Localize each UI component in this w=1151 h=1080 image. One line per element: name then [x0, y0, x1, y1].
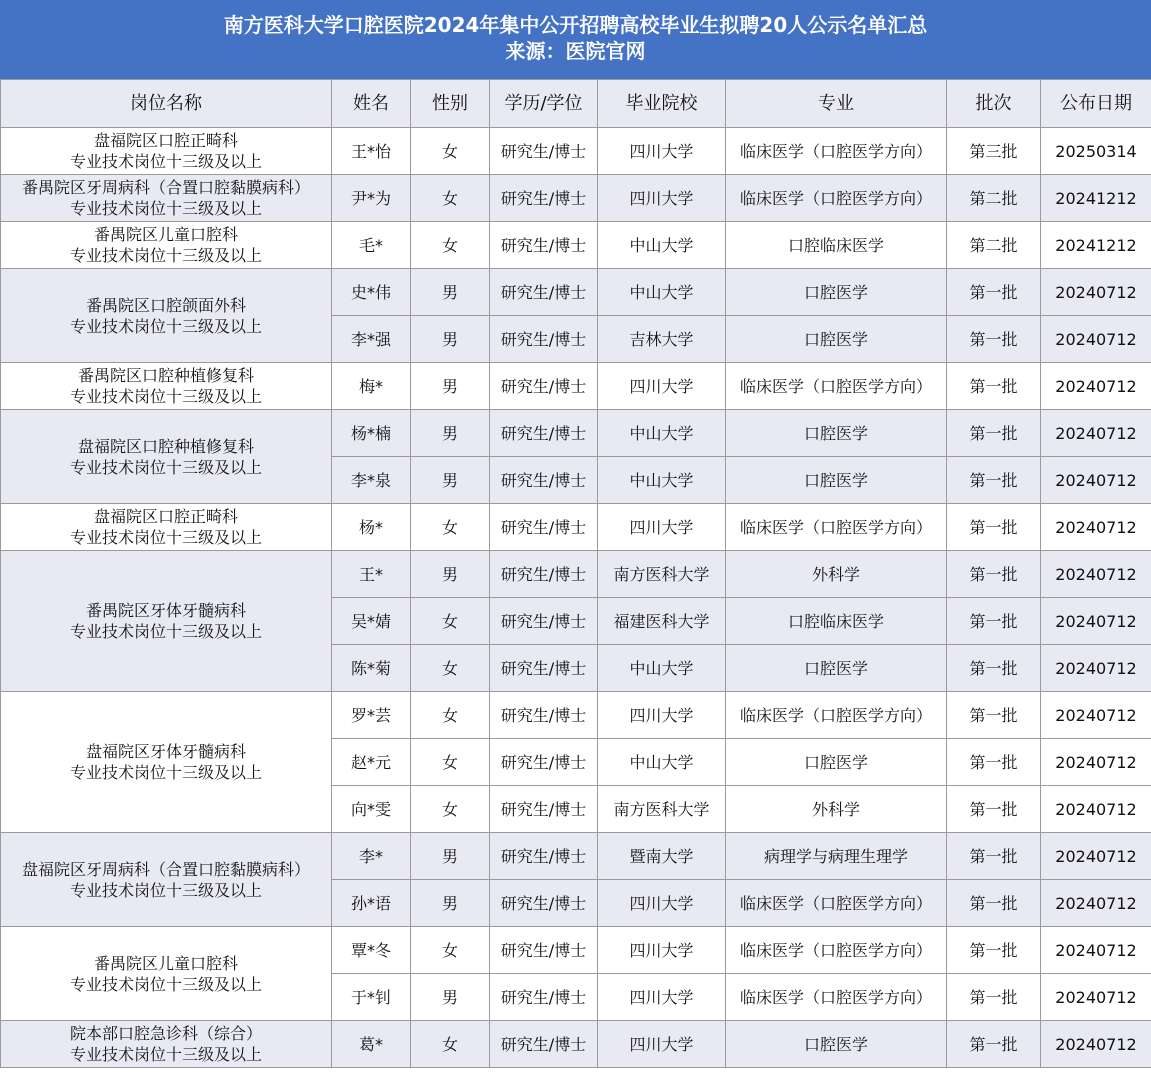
cell-degree: 研究生/博士 [490, 269, 598, 316]
cell-date: 20240712 [1041, 786, 1151, 833]
cell-batch: 第一批 [947, 269, 1041, 316]
cell-gender: 女 [411, 927, 490, 974]
page-title: 南方医科大学口腔医院2024年集中公开招聘高校毕业生拟聘20人公示名单汇总 [223, 13, 928, 37]
cell-batch: 第一批 [947, 645, 1041, 692]
cell-date: 20241212 [1041, 175, 1151, 222]
cell-batch: 第一批 [947, 880, 1041, 927]
position-level: 专业技术岗位十三级及以上 [69, 316, 262, 336]
position-department: 盘福院区口腔种植修复科 [77, 436, 254, 456]
cell-gender: 男 [411, 410, 490, 457]
cell-gender: 女 [411, 128, 490, 175]
title-banner [0, 0, 1151, 79]
cell-batch: 第一批 [947, 927, 1041, 974]
cell-degree: 研究生/博士 [490, 410, 598, 457]
cell-name: 陈*菊 [332, 645, 411, 692]
position-level: 专业技术岗位十三级及以上 [69, 1045, 262, 1064]
cell-degree: 研究生/博士 [490, 927, 598, 974]
cell-date: 20240712 [1041, 880, 1151, 927]
position-level: 专业技术岗位十三级及以上 [69, 528, 262, 547]
cell-name: 葛* [332, 1021, 411, 1068]
position-department: 院本部口腔急诊科（综合） [69, 1024, 262, 1043]
cell-degree: 研究生/博士 [490, 974, 598, 1021]
cell-school: 中山大学 [598, 410, 726, 457]
cell-degree: 研究生/博士 [490, 833, 598, 880]
cell-gender: 男 [411, 974, 490, 1021]
cell-major: 病理学与病理生理学 [726, 833, 947, 880]
cell-degree: 研究生/博士 [490, 363, 598, 410]
cell-name: 梅* [332, 363, 411, 410]
cell-gender: 男 [411, 457, 490, 504]
cell-name: 王*怡 [332, 128, 411, 175]
cell-gender: 男 [411, 269, 490, 316]
cell-major: 临床医学（口腔医学方向） [726, 927, 947, 974]
cell-gender: 男 [411, 880, 490, 927]
cell-major: 口腔临床医学 [726, 598, 947, 645]
table-row [1, 551, 1151, 598]
cell-gender: 女 [411, 739, 490, 786]
cell-batch: 第一批 [947, 739, 1041, 786]
cell-gender: 女 [411, 175, 490, 222]
cell-position [1, 269, 332, 363]
cell-gender: 女 [411, 598, 490, 645]
cell-school: 四川大学 [598, 1021, 726, 1068]
cell-school: 四川大学 [598, 504, 726, 551]
cell-date: 20240712 [1041, 833, 1151, 880]
cell-name: 李*强 [332, 316, 411, 363]
header-position: 岗位名称 [1, 80, 332, 128]
cell-school: 中山大学 [598, 222, 726, 269]
recruitment-table [0, 79, 1151, 1068]
cell-date: 20250314 [1041, 128, 1151, 175]
position-department: 盘福院区牙体牙髓病科 [85, 742, 246, 761]
cell-school: 南方医科大学 [598, 551, 726, 598]
cell-batch: 第一批 [947, 551, 1041, 598]
cell-major: 口腔医学 [726, 457, 947, 504]
cell-batch: 第一批 [947, 598, 1041, 645]
cell-gender: 男 [411, 833, 490, 880]
position-level: 专业技术岗位十三级及以上 [69, 457, 262, 477]
cell-batch: 第二批 [947, 175, 1041, 222]
cell-batch: 第一批 [947, 833, 1041, 880]
cell-batch: 第一批 [947, 974, 1041, 1021]
cell-major: 临床医学（口腔医学方向） [726, 692, 947, 739]
cell-major: 临床医学（口腔医学方向） [726, 128, 947, 175]
cell-date: 20240712 [1041, 363, 1151, 410]
cell-batch: 第一批 [947, 363, 1041, 410]
cell-batch: 第一批 [947, 786, 1041, 833]
cell-name: 孙*语 [332, 880, 411, 927]
cell-gender: 女 [411, 504, 490, 551]
cell-gender: 女 [411, 786, 490, 833]
cell-degree: 研究生/博士 [490, 786, 598, 833]
cell-gender: 女 [411, 222, 490, 269]
position-level: 专业技术岗位十三级及以上 [69, 763, 262, 782]
cell-date: 20240712 [1041, 927, 1151, 974]
position-level: 专业技术岗位十三级及以上 [69, 974, 262, 994]
table-row [1, 269, 1151, 316]
cell-gender: 女 [411, 692, 490, 739]
header-major: 专业 [726, 80, 947, 128]
cell-date: 20240712 [1041, 504, 1151, 551]
table-row [1, 363, 1151, 410]
cell-school: 中山大学 [598, 645, 726, 692]
table-row [1, 833, 1151, 880]
cell-major: 临床医学（口腔医学方向） [726, 974, 947, 1021]
cell-name: 毛* [332, 222, 411, 269]
header-batch: 批次 [947, 80, 1041, 128]
cell-name: 赵*元 [332, 739, 411, 786]
cell-major: 临床医学（口腔医学方向） [726, 175, 947, 222]
cell-degree: 研究生/博士 [490, 645, 598, 692]
position-level: 专业技术岗位十三级及以上 [69, 152, 262, 171]
cell-name: 向*雯 [332, 786, 411, 833]
cell-school: 中山大学 [598, 739, 726, 786]
cell-degree: 研究生/博士 [490, 504, 598, 551]
cell-name: 尹*为 [332, 175, 411, 222]
cell-degree: 研究生/博士 [490, 1021, 598, 1068]
cell-name: 杨*楠 [332, 410, 411, 457]
cell-school: 四川大学 [598, 175, 726, 222]
position-department: 番禺院区牙体牙髓病科 [85, 601, 246, 620]
cell-batch: 第一批 [947, 1021, 1041, 1068]
cell-school: 中山大学 [598, 269, 726, 316]
cell-school: 四川大学 [598, 692, 726, 739]
cell-major: 临床医学（口腔医学方向） [726, 880, 947, 927]
cell-position [1, 551, 332, 692]
table-row [1, 175, 1151, 222]
cell-batch: 第一批 [947, 316, 1041, 363]
cell-name: 史*伟 [332, 269, 411, 316]
cell-degree: 研究生/博士 [490, 739, 598, 786]
header-degree: 学历/学位 [490, 80, 598, 128]
position-department: 番禺院区儿童口腔科 [93, 953, 238, 973]
cell-batch: 第一批 [947, 410, 1041, 457]
cell-date: 20240712 [1041, 1021, 1151, 1068]
cell-degree: 研究生/博士 [490, 316, 598, 363]
cell-date: 20240712 [1041, 457, 1151, 504]
cell-degree: 研究生/博士 [490, 598, 598, 645]
cell-school: 福建医科大学 [598, 598, 726, 645]
table-row [1, 692, 1151, 739]
cell-date: 20240712 [1041, 974, 1151, 1021]
cell-name: 王* [332, 551, 411, 598]
header-school: 毕业院校 [598, 80, 726, 128]
cell-gender: 男 [411, 363, 490, 410]
cell-school: 四川大学 [598, 880, 726, 927]
header-gender: 性别 [411, 80, 490, 128]
cell-name: 覃*冬 [332, 927, 411, 974]
cell-position [1, 410, 332, 504]
cell-major: 外科学 [726, 551, 947, 598]
position-department: 番禺院区儿童口腔科 [93, 225, 238, 244]
cell-name: 罗*芸 [332, 692, 411, 739]
cell-position [1, 833, 332, 927]
cell-date: 20240712 [1041, 269, 1151, 316]
cell-name: 李*泉 [332, 457, 411, 504]
cell-gender: 男 [411, 551, 490, 598]
table-header-row [1, 80, 1151, 128]
position-level: 专业技术岗位十三级及以上 [69, 387, 262, 406]
cell-position [1, 1021, 332, 1068]
position-department: 盘福院区口腔正畸科 [93, 507, 238, 526]
position-level: 专业技术岗位十三级及以上 [69, 199, 262, 218]
position-department: 盘福院区口腔正畸科 [93, 131, 238, 150]
table-row [1, 927, 1151, 974]
cell-major: 口腔医学 [726, 316, 947, 363]
cell-degree: 研究生/博士 [490, 222, 598, 269]
header-date: 公布日期 [1041, 80, 1151, 128]
position-department: 番禺院区牙周病科（合置口腔黏膜病科） [21, 178, 310, 197]
cell-gender: 女 [411, 1021, 490, 1068]
table-row [1, 1021, 1151, 1068]
cell-school: 吉林大学 [598, 316, 726, 363]
cell-position [1, 692, 332, 833]
cell-school: 暨南大学 [598, 833, 726, 880]
table-row [1, 504, 1151, 551]
cell-position [1, 175, 332, 222]
cell-position [1, 128, 332, 175]
cell-batch: 第三批 [947, 128, 1041, 175]
cell-major: 口腔医学 [726, 269, 947, 316]
cell-name: 李* [332, 833, 411, 880]
cell-name: 杨* [332, 504, 411, 551]
cell-degree: 研究生/博士 [490, 551, 598, 598]
cell-date: 20240712 [1041, 598, 1151, 645]
cell-gender: 女 [411, 645, 490, 692]
table-body [1, 128, 1151, 1068]
cell-name: 吴*婧 [332, 598, 411, 645]
cell-degree: 研究生/博士 [490, 128, 598, 175]
cell-position [1, 927, 332, 1021]
position-department: 番禺院区口腔种植修复科 [77, 366, 254, 385]
cell-school: 四川大学 [598, 363, 726, 410]
cell-date: 20240712 [1041, 692, 1151, 739]
page-subtitle: 来源：医院官网 [505, 39, 646, 63]
cell-batch: 第二批 [947, 222, 1041, 269]
cell-date: 20240712 [1041, 645, 1151, 692]
header-name: 姓名 [332, 80, 411, 128]
cell-major: 临床医学（口腔医学方向） [726, 363, 947, 410]
cell-degree: 研究生/博士 [490, 457, 598, 504]
cell-name: 于*钊 [332, 974, 411, 1021]
cell-school: 四川大学 [598, 128, 726, 175]
cell-school: 南方医科大学 [598, 786, 726, 833]
cell-major: 口腔医学 [726, 1021, 947, 1068]
table-row [1, 410, 1151, 457]
position-level: 专业技术岗位十三级及以上 [69, 880, 262, 900]
cell-position [1, 504, 332, 551]
cell-major: 口腔医学 [726, 645, 947, 692]
cell-gender: 男 [411, 316, 490, 363]
cell-major: 口腔医学 [726, 410, 947, 457]
cell-degree: 研究生/博士 [490, 692, 598, 739]
cell-batch: 第一批 [947, 457, 1041, 504]
cell-position [1, 222, 332, 269]
cell-school: 四川大学 [598, 927, 726, 974]
cell-major: 外科学 [726, 786, 947, 833]
cell-school: 四川大学 [598, 974, 726, 1021]
cell-date: 20240712 [1041, 551, 1151, 598]
position-department: 盘福院区牙周病科（合置口腔黏膜病科） [21, 859, 310, 879]
cell-school: 中山大学 [598, 457, 726, 504]
cell-date: 20240712 [1041, 316, 1151, 363]
table-row [1, 128, 1151, 175]
table-row [1, 222, 1151, 269]
cell-major: 口腔临床医学 [726, 222, 947, 269]
cell-major: 临床医学（口腔医学方向） [726, 504, 947, 551]
cell-date: 20240712 [1041, 739, 1151, 786]
cell-date: 20241212 [1041, 222, 1151, 269]
cell-batch: 第一批 [947, 504, 1041, 551]
position-department: 番禺院区口腔颌面外科 [85, 295, 246, 315]
cell-major: 口腔医学 [726, 739, 947, 786]
position-level: 专业技术岗位十三级及以上 [69, 246, 262, 265]
cell-degree: 研究生/博士 [490, 880, 598, 927]
cell-batch: 第一批 [947, 692, 1041, 739]
cell-degree: 研究生/博士 [490, 175, 598, 222]
position-level: 专业技术岗位十三级及以上 [69, 622, 262, 641]
cell-date: 20240712 [1041, 410, 1151, 457]
cell-position [1, 363, 332, 410]
